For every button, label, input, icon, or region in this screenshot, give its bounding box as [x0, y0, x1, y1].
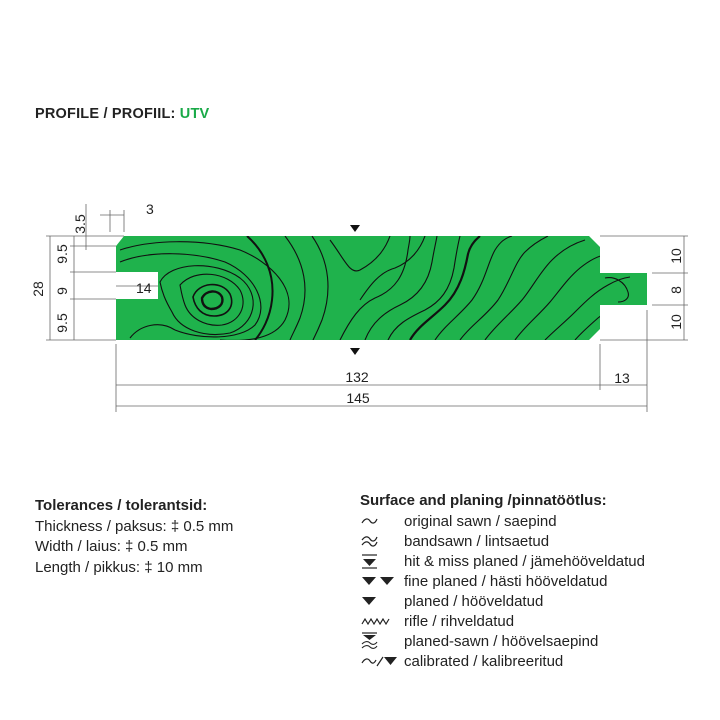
legend-label: fine planed / hästi hööveldatud — [404, 572, 608, 590]
legend-item — [360, 551, 645, 571]
dim-groove-height: 9 — [54, 287, 70, 295]
dim-total-width: 145 — [346, 390, 370, 406]
dim-left-upper: 9.5 — [54, 244, 70, 264]
calibrated-icon — [360, 651, 404, 671]
tilde-icon — [360, 511, 404, 531]
tolerances-heading: Tolerances / tolerantsid: — [35, 497, 208, 514]
legend-label: rifle / rihveldatud — [404, 612, 515, 630]
profile-title-prefix: PROFILE / PROFIIL — [35, 106, 171, 122]
legend-label: calibrated / kalibreeritud — [404, 652, 564, 670]
zigzag-icon — [360, 611, 404, 631]
tolerances-block — [35, 496, 233, 578]
dim-groove-depth: 14 — [136, 280, 152, 296]
bottom-face-marker — [350, 348, 360, 355]
surface-legend — [360, 492, 645, 671]
hit-miss-icon — [360, 551, 404, 571]
tolerance-thickness: Thickness / paksus: ‡ 0.5 mm — [35, 517, 234, 535]
legend-item — [360, 531, 645, 551]
dim-tongue-length: 13 — [614, 370, 630, 386]
surface-heading: Surface and planing /pinnatöötlus: — [360, 492, 607, 509]
legend-item — [360, 611, 645, 631]
legend-item — [360, 591, 645, 611]
legend-label: bandsawn / lintsaetud — [404, 532, 550, 550]
legend-item — [360, 651, 645, 671]
dim-left-lower: 9.5 — [54, 313, 70, 333]
double-tilde-icon — [360, 531, 404, 551]
dim-tongue-lower: 10 — [668, 314, 684, 330]
legend-label: planed / hööveldatud — [404, 592, 544, 610]
dim-face-width: 132 — [345, 369, 369, 385]
dim-total-thickness: 28 — [30, 281, 46, 297]
legend-label: hit & miss planed / jämehööveldatud — [404, 552, 645, 570]
planed-sawn-icon — [360, 631, 404, 651]
dim-tongue-height: 8 — [668, 286, 684, 294]
legend-item — [360, 631, 645, 651]
legend-label: planed-sawn / höövelsaepind — [404, 632, 599, 650]
triangle-icon — [360, 591, 404, 611]
dim-groove-offset: 3 — [146, 201, 154, 217]
profile-title-separator: : — [170, 106, 180, 122]
legend-item — [360, 571, 645, 591]
profile-code: UTV — [179, 106, 210, 122]
legend-item — [360, 511, 645, 531]
dim-tongue-upper: 10 — [668, 248, 684, 264]
legend-label: original sawn / saepind — [404, 512, 557, 530]
tolerance-length: Length / pikkus: ‡ 10 mm — [35, 558, 203, 576]
tolerance-width: Width / laius: ‡ 0.5 mm — [35, 538, 188, 555]
double-triangle-icon — [360, 571, 404, 591]
top-face-marker — [350, 225, 360, 232]
dim-top-step: 3.5 — [72, 214, 88, 234]
